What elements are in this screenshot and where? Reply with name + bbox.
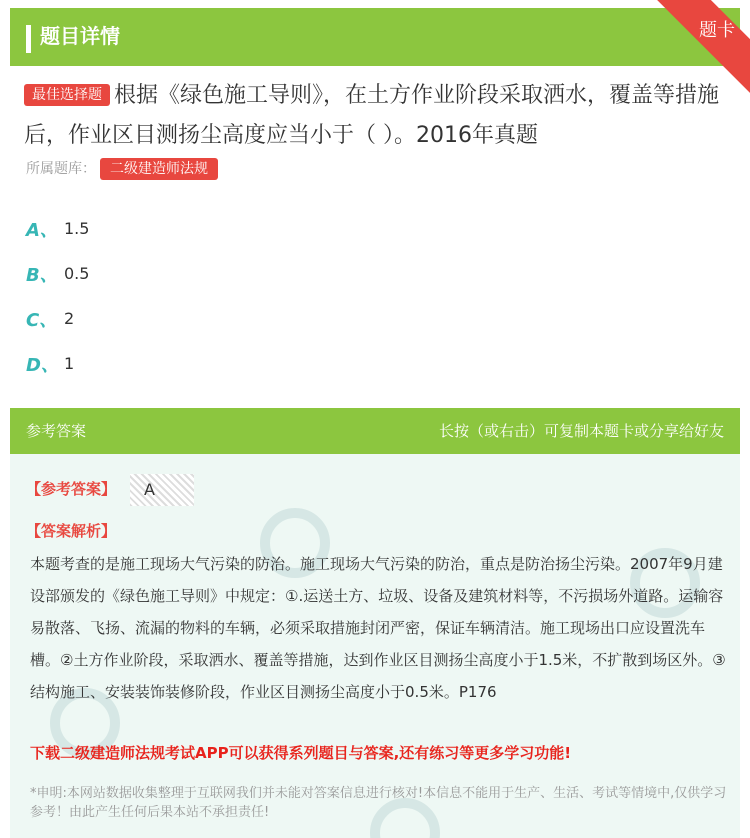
app-promo-link[interactable]: 下载二级建造师法规考试APP可以获得系列题目与答案,还有练习等更多学习功能! bbox=[30, 744, 572, 762]
reference-answer-label: 【参考答案】 bbox=[26, 480, 117, 498]
option-d[interactable] bbox=[26, 341, 89, 386]
library-badge[interactable]: 二级建造师法规 bbox=[100, 158, 218, 180]
question-block bbox=[24, 76, 724, 156]
option-value: 1.5 bbox=[64, 219, 90, 238]
option-letter: C、 bbox=[26, 309, 58, 331]
answer-header-title: 参考答案 bbox=[26, 422, 87, 440]
disclaimer-text: *申明:本网站数据收集整理于互联网我们并未能对答案信息进行核对!本信息不能用于生产、生活、考试等情境中,仅供学习参考！由此产生任何后果本站不承担责任! bbox=[30, 786, 727, 820]
header-bar bbox=[10, 8, 740, 66]
page-title: 题目详情 bbox=[40, 24, 120, 48]
explanation-text: 本题考查的是施工现场大气污染的防治。施工现场大气污染的防治，重点是防治扬尘污染。2007年9月建设部颁发的《绿色施工导则》中规定：①.运送土方、垃圾、设备及建筑材料等，不污损场外道路。运输容易散落、飞扬、流漏的物料的车辆，必须采取措施封闭严密，保证车辆清洁。施工现场出口应设置洗车槽。②土方作业阶段，采取洒水、覆盖等措施，达到作业区目测扬尘高度小于1.5米，不扩散到场区外。③结构施工、安装装饰装修阶段，作业区目测扬尘高度小于0.5米。P176 bbox=[30, 555, 726, 701]
library-label: 所属题库： bbox=[26, 161, 96, 177]
question-text: 根据《绿色施工导则》，在土方作业阶段采取洒水，覆盖等措施后，作业区目测扬尘高度应当小于（ ）。2016年真题 bbox=[24, 83, 720, 148]
option-letter: A、 bbox=[26, 219, 58, 241]
answer-header bbox=[10, 408, 740, 454]
ribbon-label: 题卡 bbox=[699, 20, 735, 41]
option-a[interactable] bbox=[26, 206, 89, 251]
question-library bbox=[26, 156, 218, 182]
option-b[interactable] bbox=[26, 251, 89, 296]
question-type-badge: 最佳选择题 bbox=[24, 84, 110, 106]
option-letter: D、 bbox=[26, 354, 59, 376]
option-c[interactable] bbox=[26, 296, 89, 341]
option-letter: B、 bbox=[26, 264, 58, 286]
options-list bbox=[26, 206, 89, 386]
option-value: 0.5 bbox=[64, 264, 90, 283]
option-value: 2 bbox=[64, 309, 75, 328]
reference-answer-value: A bbox=[130, 474, 194, 506]
share-hint[interactable]: 长按（或右击）可复制本题卡或分享给好友 bbox=[438, 422, 724, 440]
header-accent bbox=[26, 25, 31, 53]
option-value: 1 bbox=[64, 354, 75, 373]
explanation-label: 【答案解析】 bbox=[26, 522, 117, 540]
answer-panel bbox=[10, 408, 740, 838]
